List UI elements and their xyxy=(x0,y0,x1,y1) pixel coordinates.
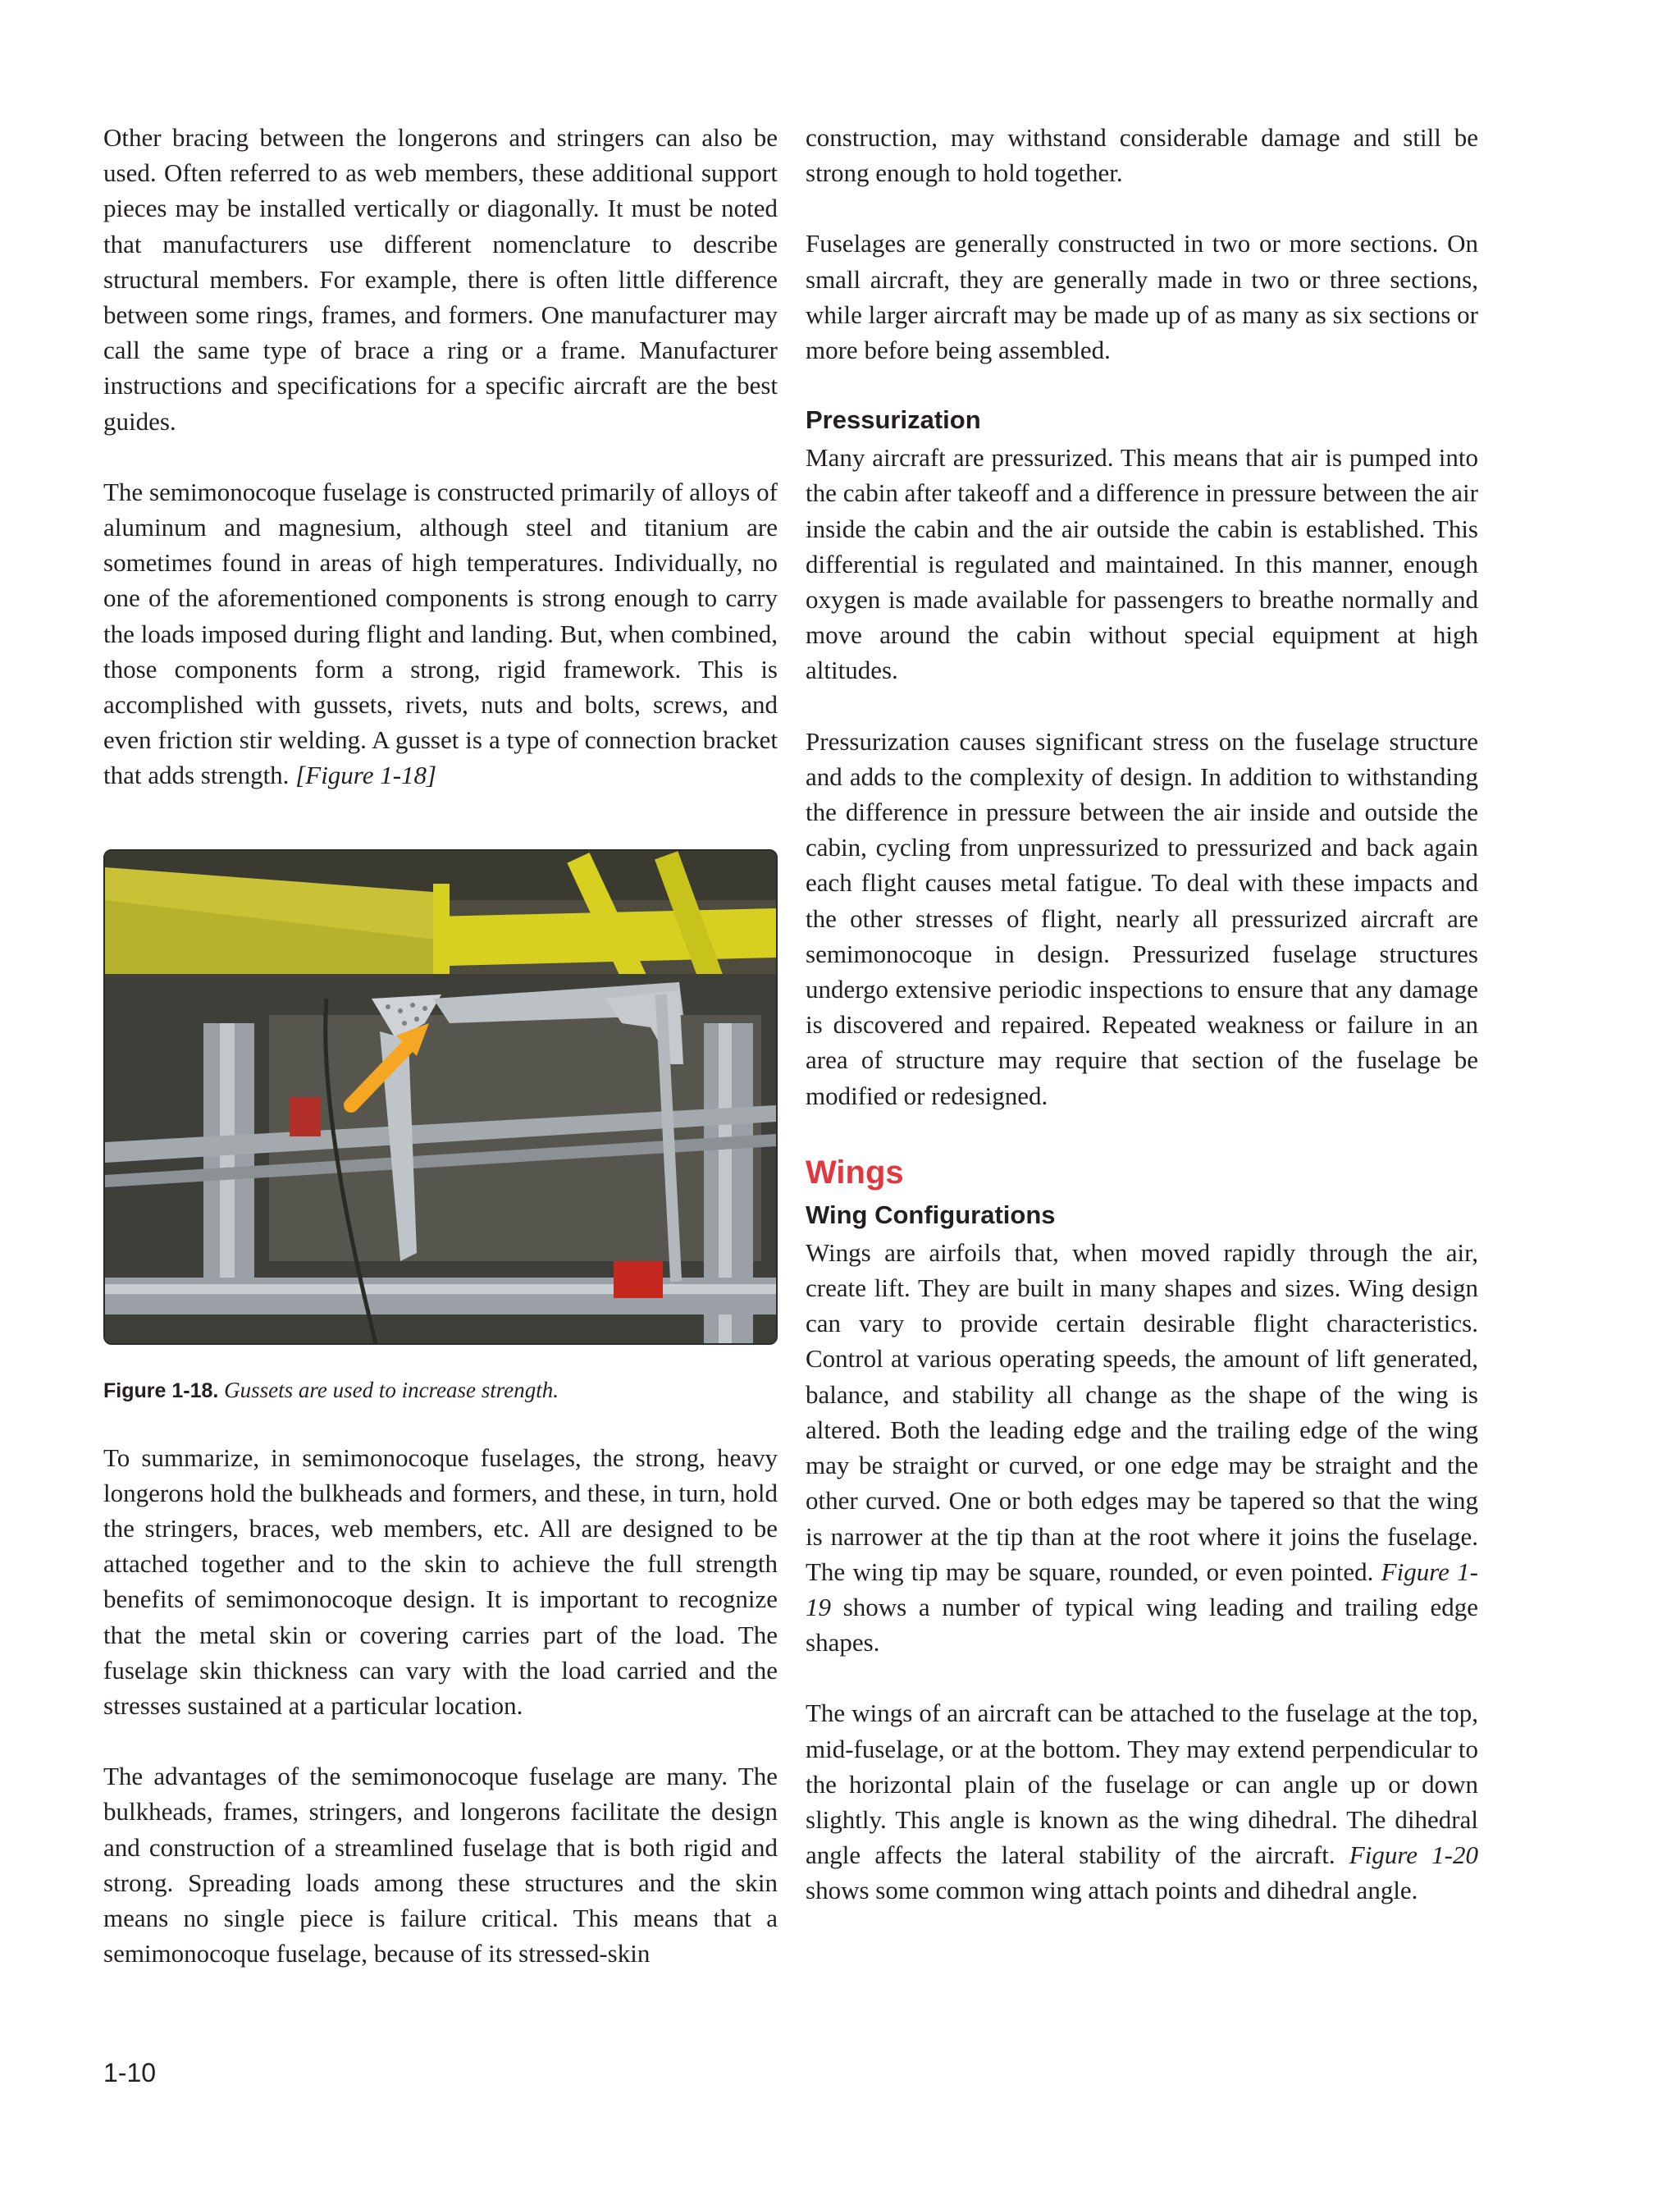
figure-caption-text: Gussets are used to increase strength. xyxy=(224,1377,559,1402)
figure-1-19-reference: Figure 1-19 xyxy=(806,1557,1479,1621)
right-paragraph-2: Fuselages are generally constructed in two or more sections. On small aircraft, they are generally made in two or three sections, while larger aircraft may be made up of as many as six sections or more before being assembled. xyxy=(806,229,1478,365)
right-column xyxy=(806,120,1478,1909)
right-paragraph-4: Pressurization causes significant stress on the fuselage structure and adds to the complexity of design. In addition to withstanding the difference in pressure between the air inside and outside the cabin, cycling from unpressurized to pressurized and back again each flight causes metal fatigue. To deal with these impacts and the other stresses of flight, nearly all pressurized aircraft are semimonocoque in design. Pressurized fuselage structures undergo extensive periodic inspections to ensure that any damage is discovered and repaired. Repeated weakness or failure in an area of structure may require that section of the fuselage be modified or redesigned. xyxy=(806,726,1478,1110)
right-paragraph-6-end: shows some common wing attach points and dihedral angle. xyxy=(806,1876,1418,1905)
figure-label: Figure 1-18. xyxy=(103,1378,219,1402)
right-paragraph-5-end: shows a number of typical wing leading and trailing edge shapes. xyxy=(806,1592,1478,1657)
left-column xyxy=(103,120,778,1972)
left-paragraph-1: Other bracing between the longerons and stringers can also be used. Often referred to as web members, these additional support pieces may be installed vertically or diagonally. It must be noted that manufacturers use different nomenclature to describe structural members. For example, there is often little difference between some rings, frames, and formers. One manufacturer may call the same type of brace a ring or a frame. Manufacturer instructions and specifications for a specific aircraft are the best guides. xyxy=(103,123,778,436)
heading-pressurization: Pressurization xyxy=(806,405,981,435)
figure-1-20-reference: Figure 1-20 xyxy=(1349,1840,1478,1870)
gusset-photo xyxy=(103,849,778,1345)
left-paragraph-2-text: The semimonocoque fuselage is constructed primarily of alloys of aluminum and magnesium, although steel and titanium are sometimes found in areas of high temperatures. Individually, no one of the aforementioned components is strong enough to carry the loads imposed during flight and landing. But, when combined, those components form a strong, rigid framework. This is accomplished with gussets, rivets, nuts and bolts, screws, and even friction stir welding. A gusset is a type of connection bracket that adds strength. xyxy=(103,477,778,790)
right-paragraph-6-text: The wings of an aircraft can be attached to the fuselage at the top, mid-fuselage, or at the bottom. They may extend perpendicular to the horizontal plain of the fuselage or can angle up or down slightly. This angle is known as the wing dihedral. The dihedral angle affects the lateral stability of the aircraft. xyxy=(806,1699,1478,1870)
figure-caption xyxy=(103,1376,778,1405)
right-paragraph-3: Many aircraft are pressurized. This means that air is pumped into the cabin after takeoff and a difference in pressure between the air inside the cabin and the air outside the cabin is established. This differential is regulated and maintained. In this manner, enough oxygen is made available for passengers to breathe normally and move around the cabin without special equipment at high altitudes. xyxy=(806,443,1478,685)
right-paragraph-5-text: Wings are airfoils that, when moved rapidly through the air, create lift. They are built in many shapes and sizes. Wing design can vary to provide certain desirable flight characteristics. Control at various operating speeds, the amount of lift generated, balance, and stability all change as the shape of the wing is altered. Both the leading edge and the trailing edge of the wing may be straight or curved, or one edge may be straight and the other curved. One or both edges may be tapered so that the wing is narrower at the tip than at the root where it joins the fuselage. The wing tip may be square, rounded, or even pointed. xyxy=(806,1237,1478,1586)
right-paragraph-5 xyxy=(806,1235,1478,1660)
left-paragraph-3: To summarize, in semimonocoque fuselages, the strong, heavy longerons hold the bulkheads and formers, and these, in turn, hold the stringers, braces, web members, etc. All are designed to be attached together and to the skin to achieve the full strength benefits of semimonocoque design. It is important to recognize that the metal skin or covering carries part of the load. The fuselage skin thickness can vary with the load carried and the stresses sustained at a particular location. xyxy=(103,1442,778,1721)
left-paragraph-4: The advantages of the semimonocoque fuselage are many. The bulkheads, frames, stringers, and longerons facilitate the design and construction of a streamlined fuselage that is both rigid and strong. Spreading loads among these structures and the skin means no single piece is failure critical. This means that a semimonocoque fuselage, because of its stressed-skin xyxy=(103,1762,778,1968)
figure-1-18 xyxy=(103,849,778,1405)
left-paragraph-2 xyxy=(103,474,778,793)
right-paragraph-6 xyxy=(806,1695,1478,1908)
page-number: 1-10 xyxy=(103,2058,157,2087)
figure-1-18-reference: [Figure 1-18] xyxy=(295,761,437,790)
heading-wing-configurations: Wing Configurations xyxy=(806,1200,1056,1229)
heading-wings: Wings xyxy=(806,1154,904,1191)
right-paragraph-1: construction, may withstand considerable damage and still be strong enough to hold together. xyxy=(806,123,1478,188)
